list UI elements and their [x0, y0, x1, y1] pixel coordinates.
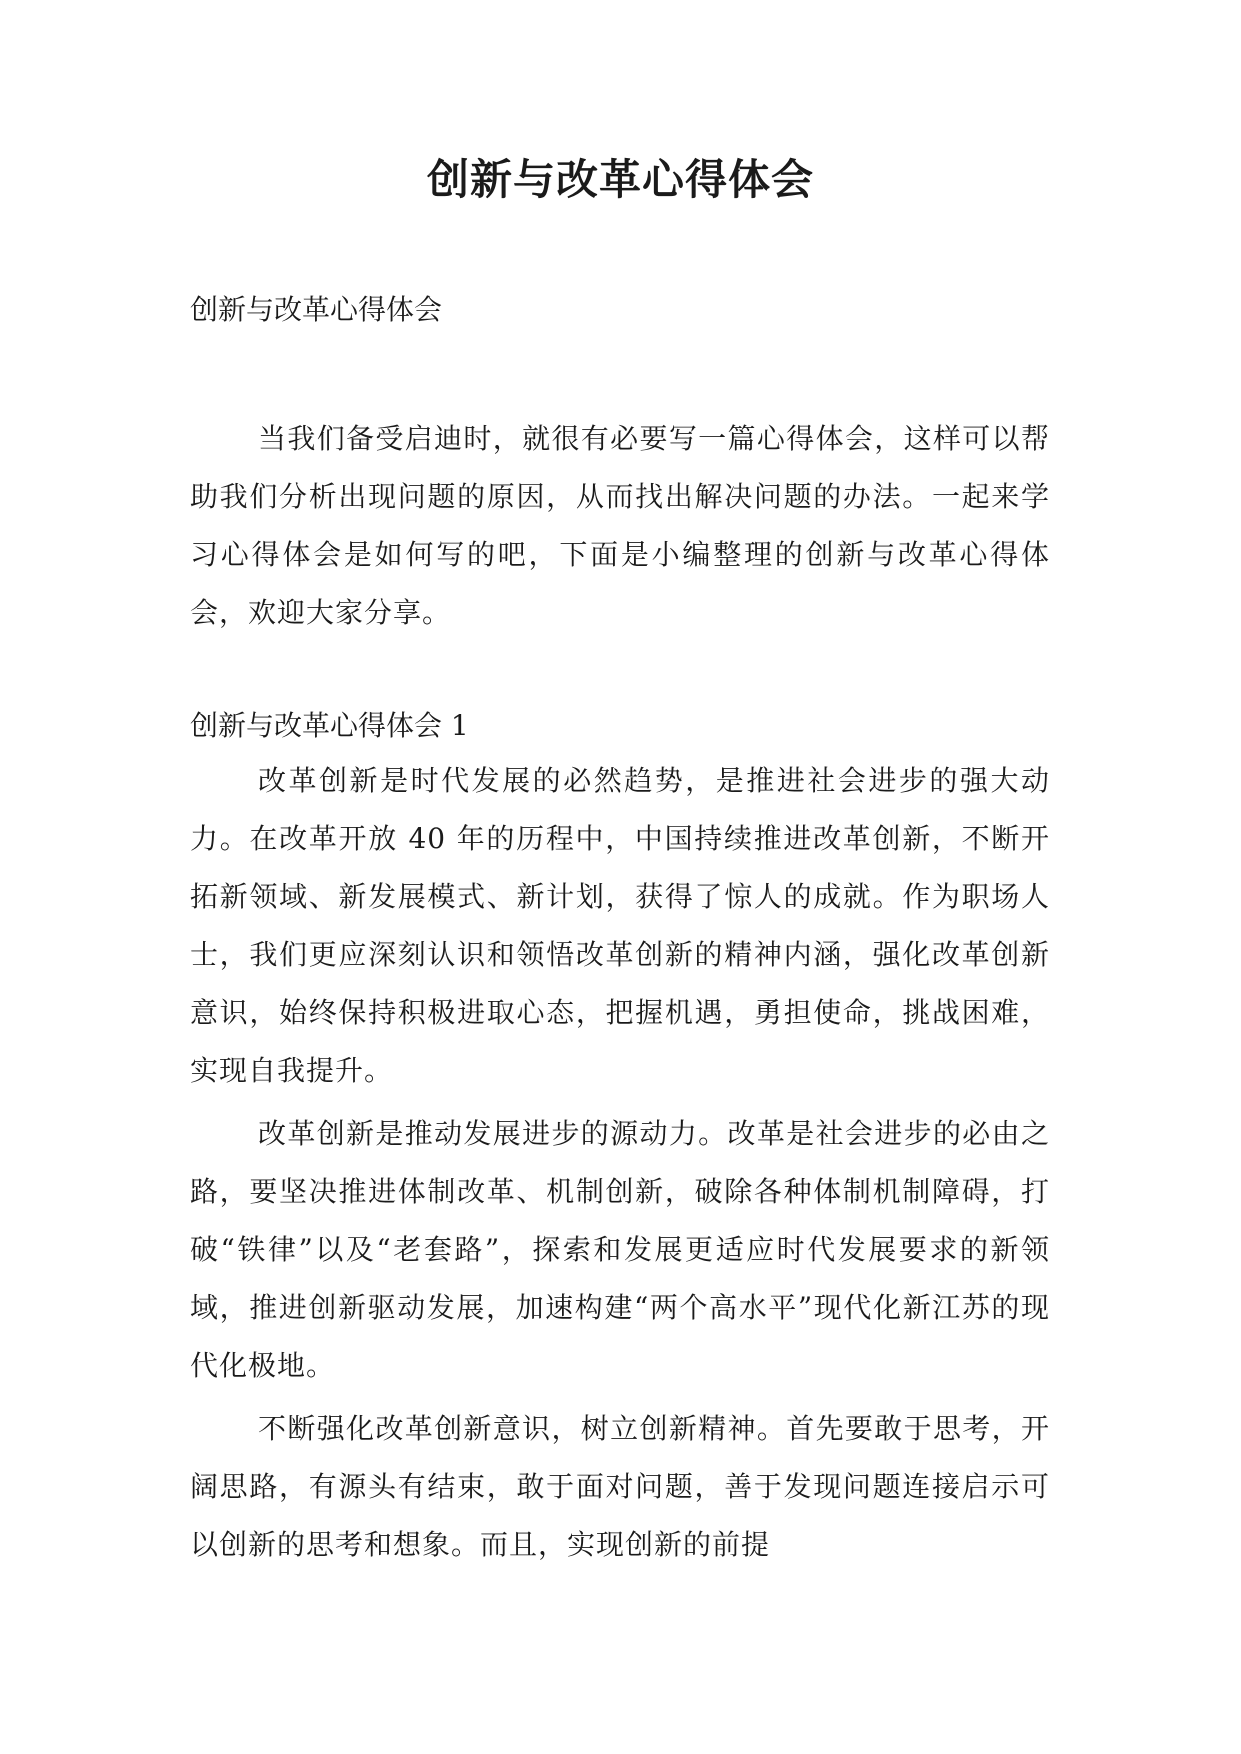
- document-subtitle: 创新与改革心得体会: [190, 293, 443, 326]
- intro-paragraph: 当我们备受启迪时，就很有必要写一篇心得体会，这样可以帮助我们分析出现问题的原因，从而找出解决问题的办法。一起来学习心得体会是如何写的吧，下面是小编整理的创新与改革心得体会，欢迎大家分享。: [190, 422, 1050, 629]
- body-paragraph: 不断强化改革创新意识，树立创新精神。首先要敢于思考，开阔思路，有源头有结束，敢于面对问题，善于发现问题连接启示可以创新的思考和想象。而且，实现创新的前提: [190, 1412, 1050, 1561]
- body-paragraph: 改革创新是时代发展的必然趋势，是推进社会进步的强大动力。在改革开放 40 年的历程中，中国持续推进改革创新，不断开拓新领域、新发展模式、新计划，获得了惊人的成就。作为职场人士，我们更应深刻认识和领悟改革创新的精神内涵，强化改革创新意识，始终保持积极进取心态，把握机遇，勇担使命，挑战困难，实现自我提升。: [190, 764, 1050, 1087]
- document-title: 创新与改革心得体会: [426, 155, 814, 204]
- section-heading: 创新与改革心得体会 1: [190, 709, 469, 742]
- body-paragraph: 改革创新是推动发展进步的源动力。改革是社会进步的必由之路，要坚决推进体制改革、机制创新，破除各种体制机制障碍，打破“铁律”以及“老套路”，探索和发展更适应时代发展要求的新领域，推进创新驱动发展，加速构建“两个高水平”现代化新江苏的现代化极地。: [190, 1117, 1050, 1382]
